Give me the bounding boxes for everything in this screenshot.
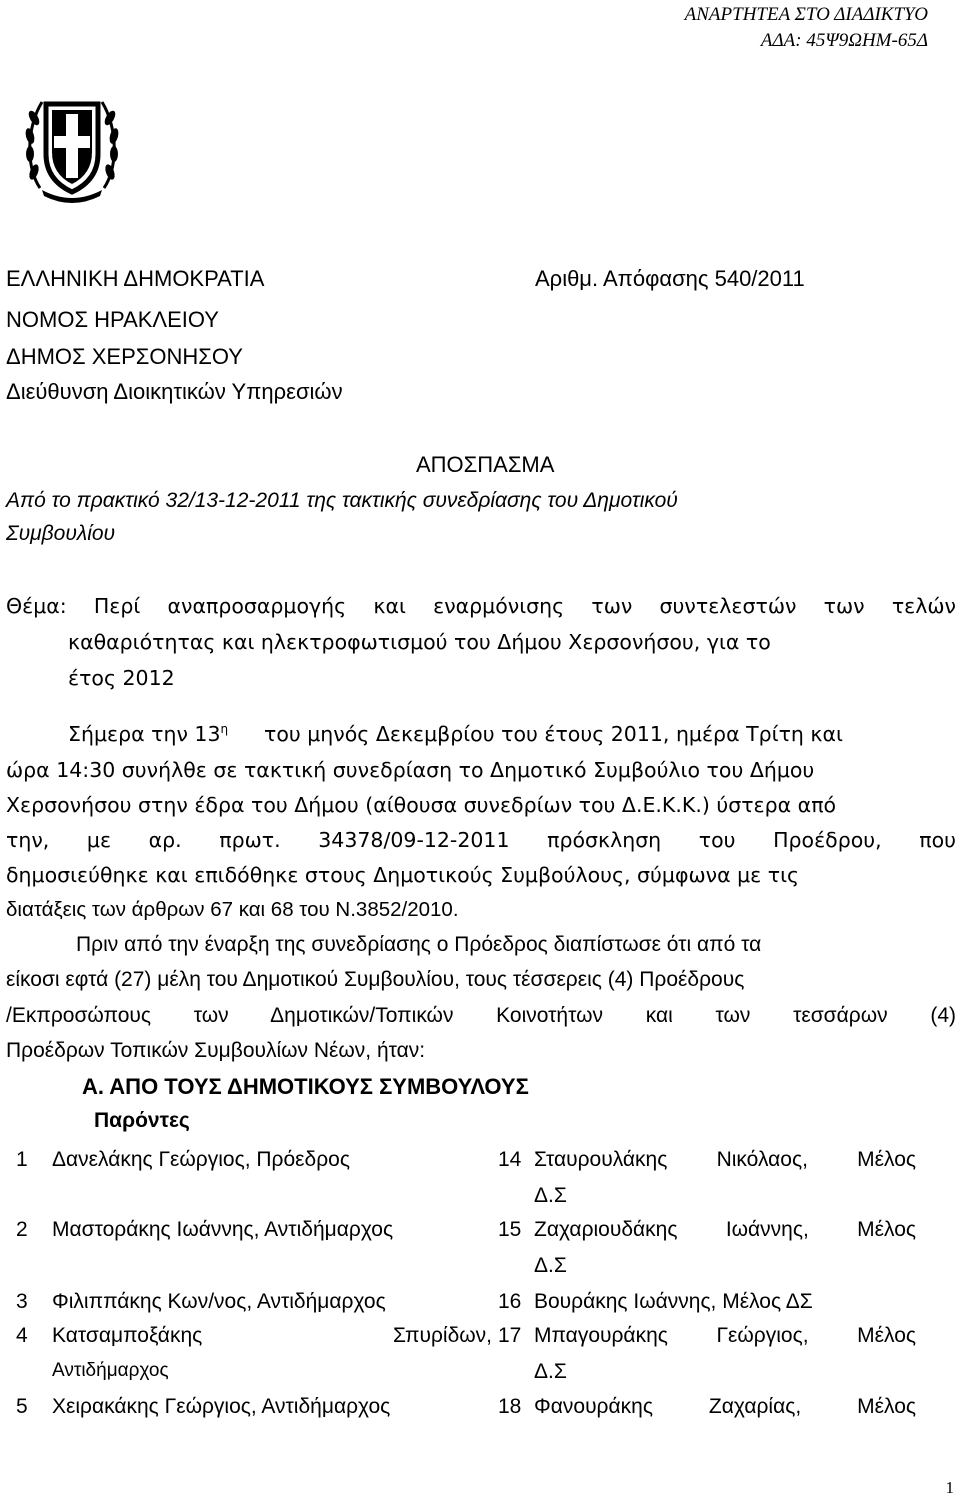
member-name: Μαστοράκης Ιωάννης, Αντιδήμαρχος [52,1218,394,1241]
member-number: 2 [16,1218,28,1241]
present-heading: Παρόντες [94,1109,190,1132]
member-number: 18 [498,1395,522,1418]
minutes-source: Από το πρακτικό 32/13-12-2011 της τακτικής συνεδρίασης του Δημοτικού [6,489,678,512]
quorum-text-3: /Εκπροσώπους των Δημοτικών/Τοπικών Κοινοτήτων και των τεσσάρων (4) [6,1004,956,1027]
member-name: Βουράκης Ιωάννης, Μέλος ΔΣ [534,1290,813,1313]
member-name: Μπαγουράκης Γεώργιος, Μέλος [534,1324,916,1347]
member-name: Σταυρουλάκης Νικόλαος, Μέλος [534,1148,916,1171]
member-name: Κατσαμποξάκης Σπυρίδων, [52,1324,492,1347]
page-number: 1 [945,1478,954,1497]
subject-line-3: έτος 2012 [68,666,175,690]
member-number: 4 [16,1324,28,1347]
ada-code: ΑΔΑ: 45Ψ9ΩΗΜ-65Δ [760,30,928,51]
session-date-text [68,722,228,746]
member-name: Ζαχαριουδάκης Ιωάννης, Μέλος [534,1218,916,1241]
member-role: Αντιδήμαρχος [52,1360,169,1381]
member-number: 1 [16,1148,28,1171]
prefecture-label: ΝΟΜΟΣ ΗΡΑΚΛΕΙΟΥ [6,307,219,332]
member-number: 5 [16,1395,28,1418]
section-a-heading: Α. ΑΠΟ ΤΟΥΣ ΔΗΜΟΤΙΚΟΥΣ ΣΥΜΒΟΥΛΟΥΣ [82,1074,529,1099]
member-name: Δανελάκης Γεώργιος, Πρόεδρος [52,1148,350,1171]
session-text-4: την, με αρ. πρωτ. 34378/09-12-2011 πρόσκληση του Προέδρου, που [6,828,956,852]
document-heading: ΑΠΟΣΠΑΣΜΑ [416,452,555,477]
session-text-5: δημοσιεύθηκε και επιδόθηκε στους Δημοτικούς Συμβούλους, σύμφωνα με τις [6,863,800,887]
session-date-rest: του μηνός Δεκεμβρίου του έτους 2011, ημέρα Τρίτη και [264,722,843,746]
session-text-6: διατάξεις των άρθρων 67 και 68 του Ν.3852/2010. [6,898,459,921]
session-date-start: Σήμερα την 13 [68,722,221,746]
publication-note: ΑΝΑΡΤΗΤΕΑ ΣΤΟ ΔΙΑΔΙΚΤΥΟ [684,4,928,25]
decision-number: Αριθμ. Απόφασης 540/2011 [535,266,805,291]
session-date-sup: η [220,722,229,737]
greek-emblem-icon [20,88,124,208]
quorum-text-4: Προέδρων Τοπικών Συμβουλίων Νέων, ήταν: [6,1039,426,1062]
session-text-2: ώρα 14:30 συνήλθε σε τακτική συνεδρίαση το Δημοτικό Συμβούλιο του Δήμου [6,758,815,782]
municipality-label: ΔΗΜΟΣ ΧΕΡΣΟΝΗΣΟΥ [6,344,243,369]
member-name: Φανουράκης Ζαχαρίας, Μέλος [534,1395,916,1418]
member-number: 14 [498,1148,522,1171]
republic-label: ΕΛΛΗΝΙΚΗ ΔΗΜΟΚΡΑΤΙΑ [6,266,265,291]
member-role: Δ.Σ [534,1360,567,1383]
member-number: 15 [498,1218,522,1241]
member-number: 17 [498,1324,522,1347]
member-role: Δ.Σ [534,1254,567,1277]
subject-line: Θέμα: Περί αναπροσαρμογής και εναρμόνισης των συντελεστών των τελών [6,594,956,618]
minutes-source-cont: Συμβουλίου [6,522,116,545]
member-number: 16 [498,1290,522,1313]
member-name: Χειρακάκης Γεώργιος, Αντιδήμαρχος [52,1395,391,1418]
subject-line-2: καθαριότητας και ηλεκτροφωτισμού του Δήμου Χερσονήσου, για το [68,630,771,654]
member-name: Φιλιππάκης Κων/νος, Αντιδήμαρχος [52,1290,386,1313]
quorum-text-2: είκοσι εφτά (27) μέλη του Δημοτικού Συμβουλίου, τους τέσσερεις (4) Προέδρους [6,968,745,991]
quorum-text-1: Πριν από την έναρξη της συνεδρίασης ο Πρόεδρος διαπίστωσε ότι από τα [76,933,762,956]
session-text-3: Χερσονήσου στην έδρα του Δήμου (αίθουσα συνεδρίων του Δ.Ε.Κ.Κ.) ύστερα από [6,793,837,817]
member-role: Δ.Σ [534,1184,567,1207]
member-number: 3 [16,1290,28,1313]
directorate-label: Διεύθυνση Διοικητικών Υπηρεσιών [6,379,343,404]
